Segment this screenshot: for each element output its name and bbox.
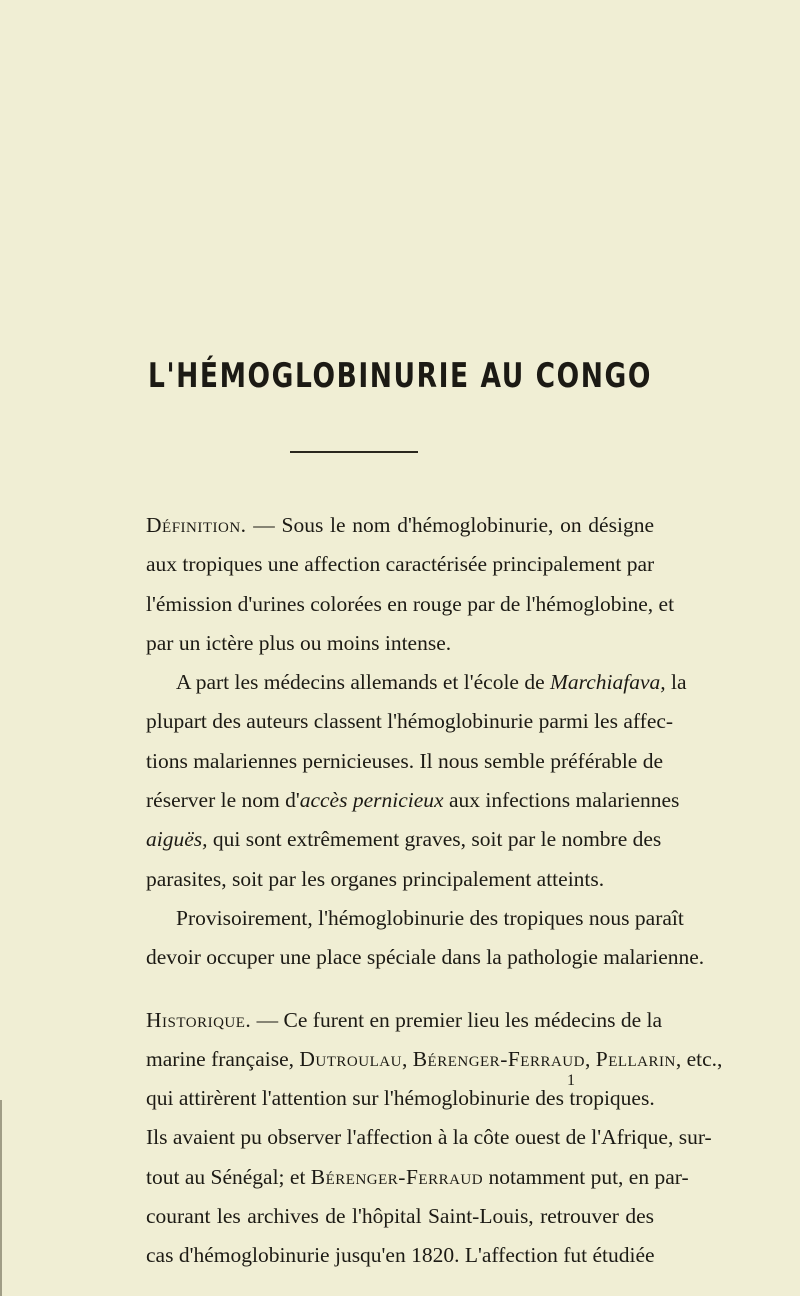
text-line: marine française, Dutroulau, Bérenger-Ferraud, Pellarin, etc., [146,1046,723,1071]
text-line: aiguës, qui sont extrêmement graves, soit par le nombre des [146,827,662,852]
paragraph-gap [146,978,654,1001]
body-text [146,506,723,1276]
text-line: aux tropiques une affection caractérisée principalement par [146,552,655,577]
text-line: plupart des auteurs classent l'hémoglobinurie parmi les affec- [146,709,674,734]
text-line: par un ictère plus ou moins intense. [146,630,452,655]
text-line: A part les médecins allemands et l'école de Marchiafava, la [176,670,687,695]
text-line: Historique. — Ce furent en premier lieu les médecins de la [146,1007,663,1032]
text-line: Ils avaient pu observer l'affection à la côte ouest de l'Afrique, sur- [146,1125,712,1150]
text-line: Provisoirement, l'hémoglobinurie des tropiques nous paraît [176,905,684,930]
text-line: l'émission d'urines colorées en rouge par de l'hémoglobine, et [146,591,675,616]
page-title: L'HÉMOGLOBINURIE AU CONGO [148,356,652,396]
signature-mark: 1 [567,1072,575,1089]
text-line: tout au Sénégal; et Bérenger-Ferraud notamment put, en par- [146,1164,689,1189]
title-rule [290,451,418,453]
text-line: réserver le nom d'accès pernicieux aux infections malariennes [146,788,680,813]
text-line: courant les archives de l'hôpital Saint-Louis, retrouver des [146,1204,654,1229]
text-line: devoir occuper une place spéciale dans la pathologie malarienne. [146,945,705,970]
text-line: parasites, soit par les organes principalement atteints. [146,866,605,891]
text-line: cas d'hémoglobinurie jusqu'en 1820. L'affection fut étudiée [146,1243,655,1268]
text-line: Définition. — Sous le nom d'hémoglobinurie, on désigne [146,513,654,537]
text-line: tions malariennes pernicieuses. Il nous semble préférable de [146,748,664,773]
section-heading-definition: Définition. [146,513,247,537]
text-line: qui attirèrent l'attention sur l'hémoglobinurie des tropiques. [146,1086,655,1111]
section-heading-historique: Historique. [146,1007,252,1032]
page-edge-shadow [0,1100,2,1296]
